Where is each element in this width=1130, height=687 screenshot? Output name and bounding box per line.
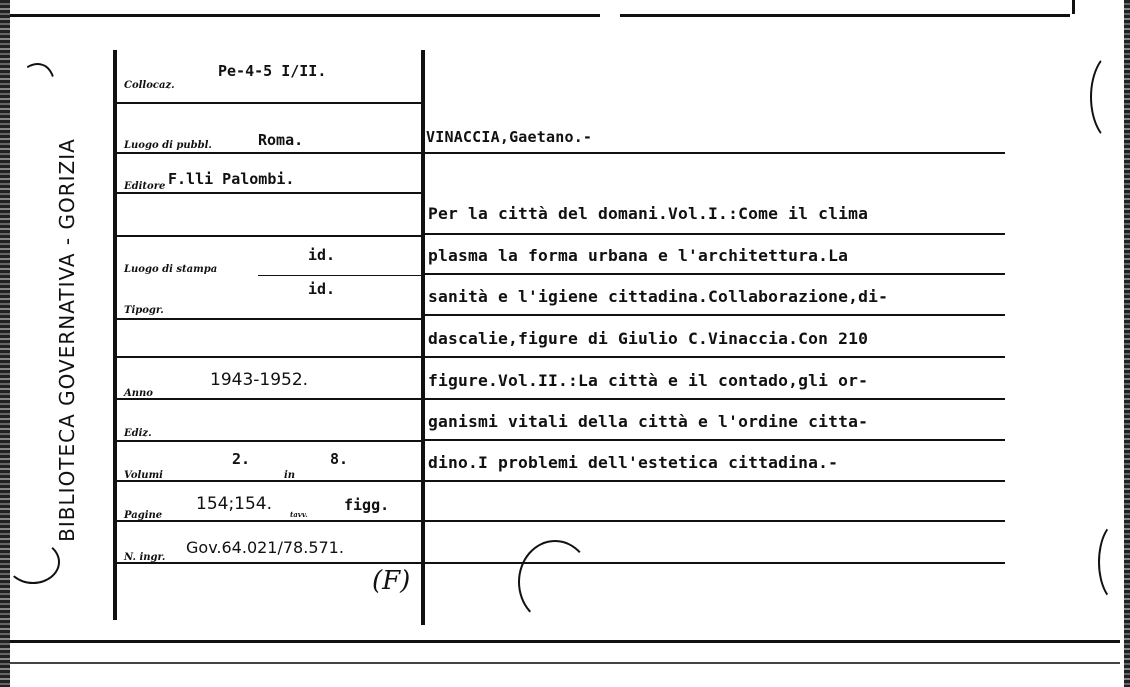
value-n-ingr: Gov.64.021/78.571. <box>186 538 344 557</box>
description-line: sanità e l'igiene cittadina.Collaborazione,di- <box>428 287 889 306</box>
rule-desc-8 <box>425 520 1005 522</box>
hole-arc-bottom-right <box>1098 520 1130 604</box>
label-in: in <box>284 470 296 481</box>
rule-author <box>425 152 1005 154</box>
value-luogo-stampa: id. <box>308 246 336 264</box>
bottom-border-2 <box>10 662 1120 664</box>
middle-column-rule <box>421 50 425 625</box>
value-collocazione: Pe-4-5 I/II. <box>218 62 327 80</box>
rule-blank <box>117 235 421 237</box>
top-corner-mark <box>1072 0 1075 14</box>
value-tipografo: id. <box>308 280 336 298</box>
stain-arc <box>518 540 592 624</box>
label-n-ingr: N. ingr. <box>124 552 166 563</box>
description-line: figure.Vol.II.:La città e il contado,gli or- <box>428 371 869 390</box>
rule-desc-2 <box>425 273 1005 275</box>
value-pagine: 154;154. <box>196 494 273 514</box>
rule-desc-3 <box>425 314 1005 316</box>
rule-ediz <box>117 440 421 442</box>
bottom-border <box>10 640 1120 643</box>
rule-desc-5 <box>425 398 1005 400</box>
rule-luogo-pubbl <box>117 152 421 154</box>
hole-arc-bottom-left <box>6 540 60 584</box>
top-border-left <box>10 14 600 17</box>
label-volumi: Volumi <box>124 470 163 481</box>
value-anno: 1943-1952. <box>210 370 309 390</box>
label-ediz: Ediz. <box>124 428 152 439</box>
label-luogo-stampa: Luogo di stampa <box>124 264 218 275</box>
label-collocazione: Collocaz. <box>124 80 175 91</box>
value-luogo-pubbl: Roma. <box>258 131 304 149</box>
rule-tipografo <box>117 318 421 320</box>
rule-desc-7 <box>425 480 1005 482</box>
description-line: ganismi vitali della città e l'ordine citta- <box>428 412 869 431</box>
label-anno: Anno <box>124 388 153 399</box>
left-column-rule <box>113 50 117 620</box>
library-stamp: BIBLIOTECA GOVERNATIVA - GORIZIA <box>55 138 79 542</box>
rule-desc-6 <box>425 439 1005 441</box>
label-tipografo: Tipogr. <box>124 305 164 316</box>
rule-luogo-stampa <box>258 275 421 276</box>
handwritten-mark: (F) <box>372 566 411 596</box>
label-pagine: Pagine <box>124 510 163 521</box>
rule-pagine <box>117 520 421 522</box>
top-border-right <box>620 14 1070 17</box>
label-tavole: tavv. <box>290 510 308 519</box>
rule-editore <box>117 192 421 194</box>
rule-desc-9 <box>425 562 1005 564</box>
author-heading: VINACCIA,Gaetano.- <box>426 128 593 146</box>
label-luogo-pubbl: Luogo di pubbl. <box>124 140 212 151</box>
value-in: 8. <box>330 450 349 468</box>
value-figure: figg. <box>344 496 390 514</box>
description-line: dascalie,figure di Giulio C.Vinaccia.Con 210 <box>428 329 869 348</box>
rule-anno <box>117 398 421 400</box>
description-line: Per la città del domani.Vol.I.:Come il clima <box>428 204 869 223</box>
rule-blank-2 <box>117 356 421 358</box>
value-volumi: 2. <box>232 450 251 468</box>
label-editore: Editore <box>124 181 166 192</box>
hole-arc-top-right <box>1090 50 1130 144</box>
rule-collocazione <box>117 102 421 104</box>
value-editore: F.lli Palombi. <box>168 170 295 188</box>
description-line: dino.I problemi dell'estetica cittadina.- <box>428 453 839 472</box>
description-line: plasma la forma urbana e l'architettura.La <box>428 246 849 265</box>
rule-desc-1 <box>425 233 1005 235</box>
rule-desc-4 <box>425 356 1005 358</box>
